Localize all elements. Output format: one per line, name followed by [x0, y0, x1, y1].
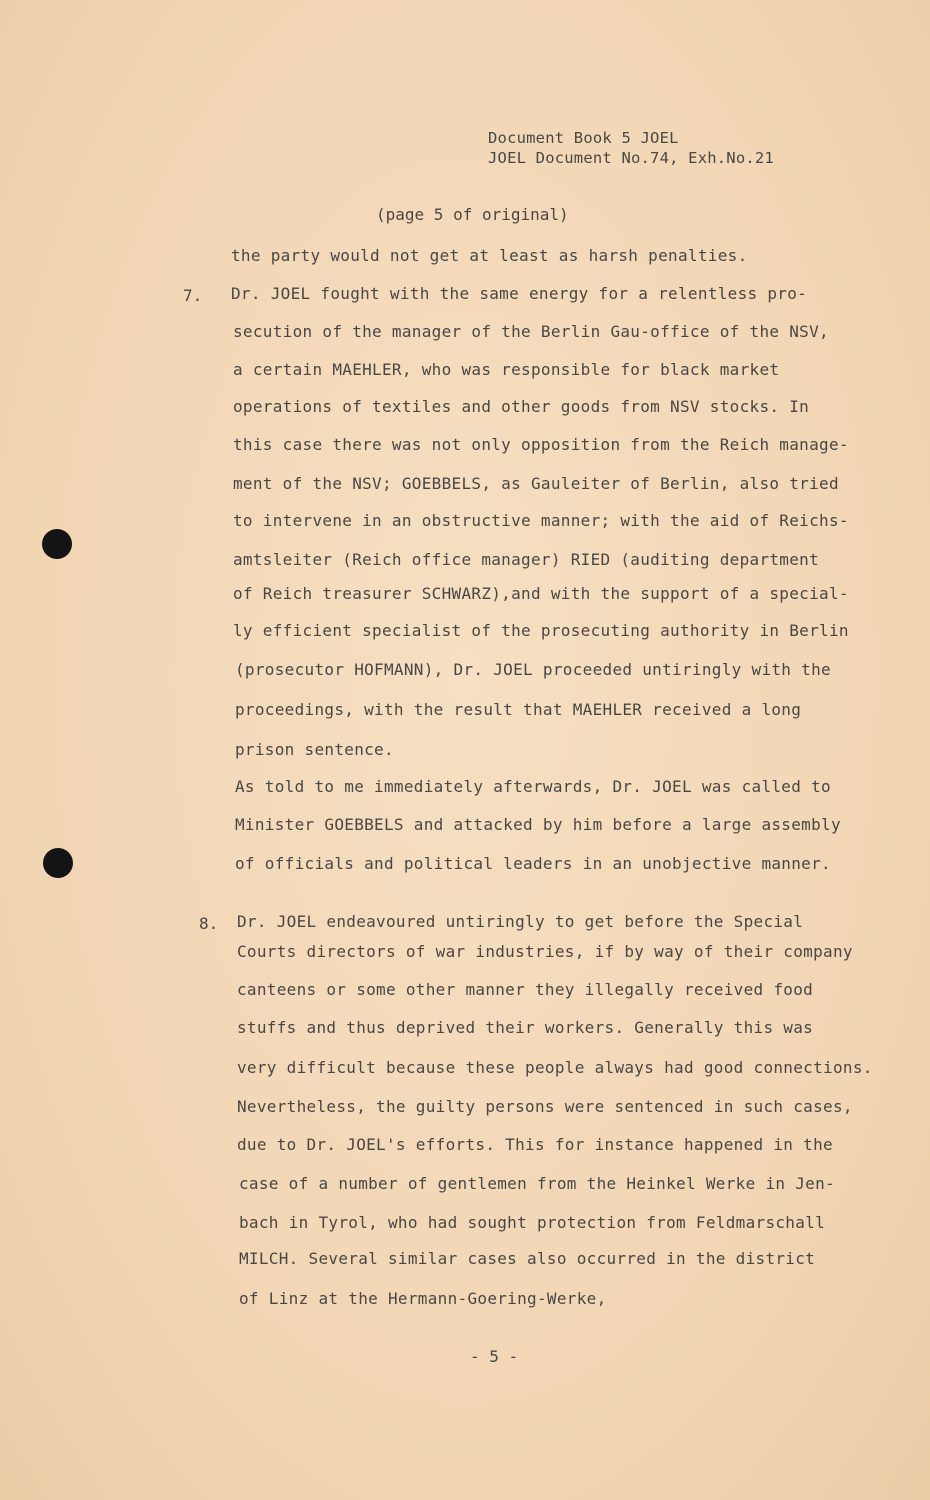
- paragraph-line: of Linz at the Hermann-Goering-Werke,: [239, 1289, 607, 1308]
- punch-hole: [43, 848, 73, 878]
- paragraph-line: amtsleiter (Reich office manager) RIED (auditing department: [233, 550, 820, 569]
- paragraph-line: (prosecutor HOFMANN), Dr. JOEL proceeded untiringly with the: [235, 660, 831, 679]
- document-header: [488, 128, 774, 168]
- paragraph-line: due to Dr. JOEL's efforts. This for instance happened in the: [237, 1135, 833, 1154]
- original-page-reference: (page 5 of original): [376, 205, 569, 224]
- paragraph-line: Dr. JOEL endeavoured untiringly to get before the Special: [237, 912, 804, 931]
- paragraph-line: ment of the NSV; GOEBBELS, as Gauleiter of Berlin, also tried: [233, 474, 839, 493]
- paragraph-line: operations of textiles and other goods from NSV stocks. In: [233, 397, 810, 416]
- paragraph-line: secution of the manager of the Berlin Gau-office of the NSV,: [233, 322, 829, 341]
- punch-hole: [42, 529, 72, 559]
- paragraph-line: to intervene in an obstructive manner; with the aid of Reichs-: [233, 511, 849, 530]
- item-8-number: 8.: [199, 914, 219, 933]
- paragraph-line: ly efficient specialist of the prosecuting authority in Berlin: [233, 621, 849, 640]
- paragraph-line: As told to me immediately afterwards, Dr. JOEL was called to: [235, 777, 831, 796]
- paragraph-line: Courts directors of war industries, if by way of their company: [237, 942, 853, 961]
- header-line-2: JOEL Document No.74, Exh.No.21: [488, 149, 774, 167]
- paragraph-line: of Reich treasurer SCHWARZ),and with the support of a special-: [233, 584, 849, 603]
- header-line-1: Document Book 5 JOEL: [488, 129, 679, 147]
- item-7-number: 7.: [183, 286, 203, 305]
- paragraph-line: stuffs and thus deprived their workers. Generally this was: [237, 1018, 814, 1037]
- page-number: - 5 -: [470, 1347, 519, 1366]
- paragraph-line: Dr. JOEL fought with the same energy for a relentless pro-: [231, 284, 808, 303]
- paragraph-line: a certain MAEHLER, who was responsible for black market: [233, 360, 780, 379]
- paragraph-line: this case there was not only opposition from the Reich manage-: [233, 435, 849, 454]
- paragraph-line: Nevertheless, the guilty persons were sentenced in such cases,: [237, 1097, 853, 1116]
- paragraph-line: bach in Tyrol, who had sought protection from Feldmarschall: [239, 1213, 826, 1232]
- paragraph-line: case of a number of gentlemen from the Heinkel Werke in Jen-: [239, 1174, 835, 1193]
- paragraph-line: very difficult because these people always had good connections.: [237, 1058, 873, 1077]
- paragraph-line: proceedings, with the result that MAEHLER received a long: [235, 700, 802, 719]
- paragraph-line: Minister GOEBBELS and attacked by him before a large assembly: [235, 815, 841, 834]
- paragraph-line: prison sentence.: [235, 740, 394, 759]
- paragraph-line: MILCH. Several similar cases also occurred in the district: [239, 1249, 816, 1268]
- paragraph-line: canteens or some other manner they illegally received food: [237, 980, 814, 999]
- paragraph-line: of officials and political leaders in an unobjective manner.: [235, 854, 831, 873]
- continuation-line: the party would not get at least as harsh penalties.: [231, 246, 748, 265]
